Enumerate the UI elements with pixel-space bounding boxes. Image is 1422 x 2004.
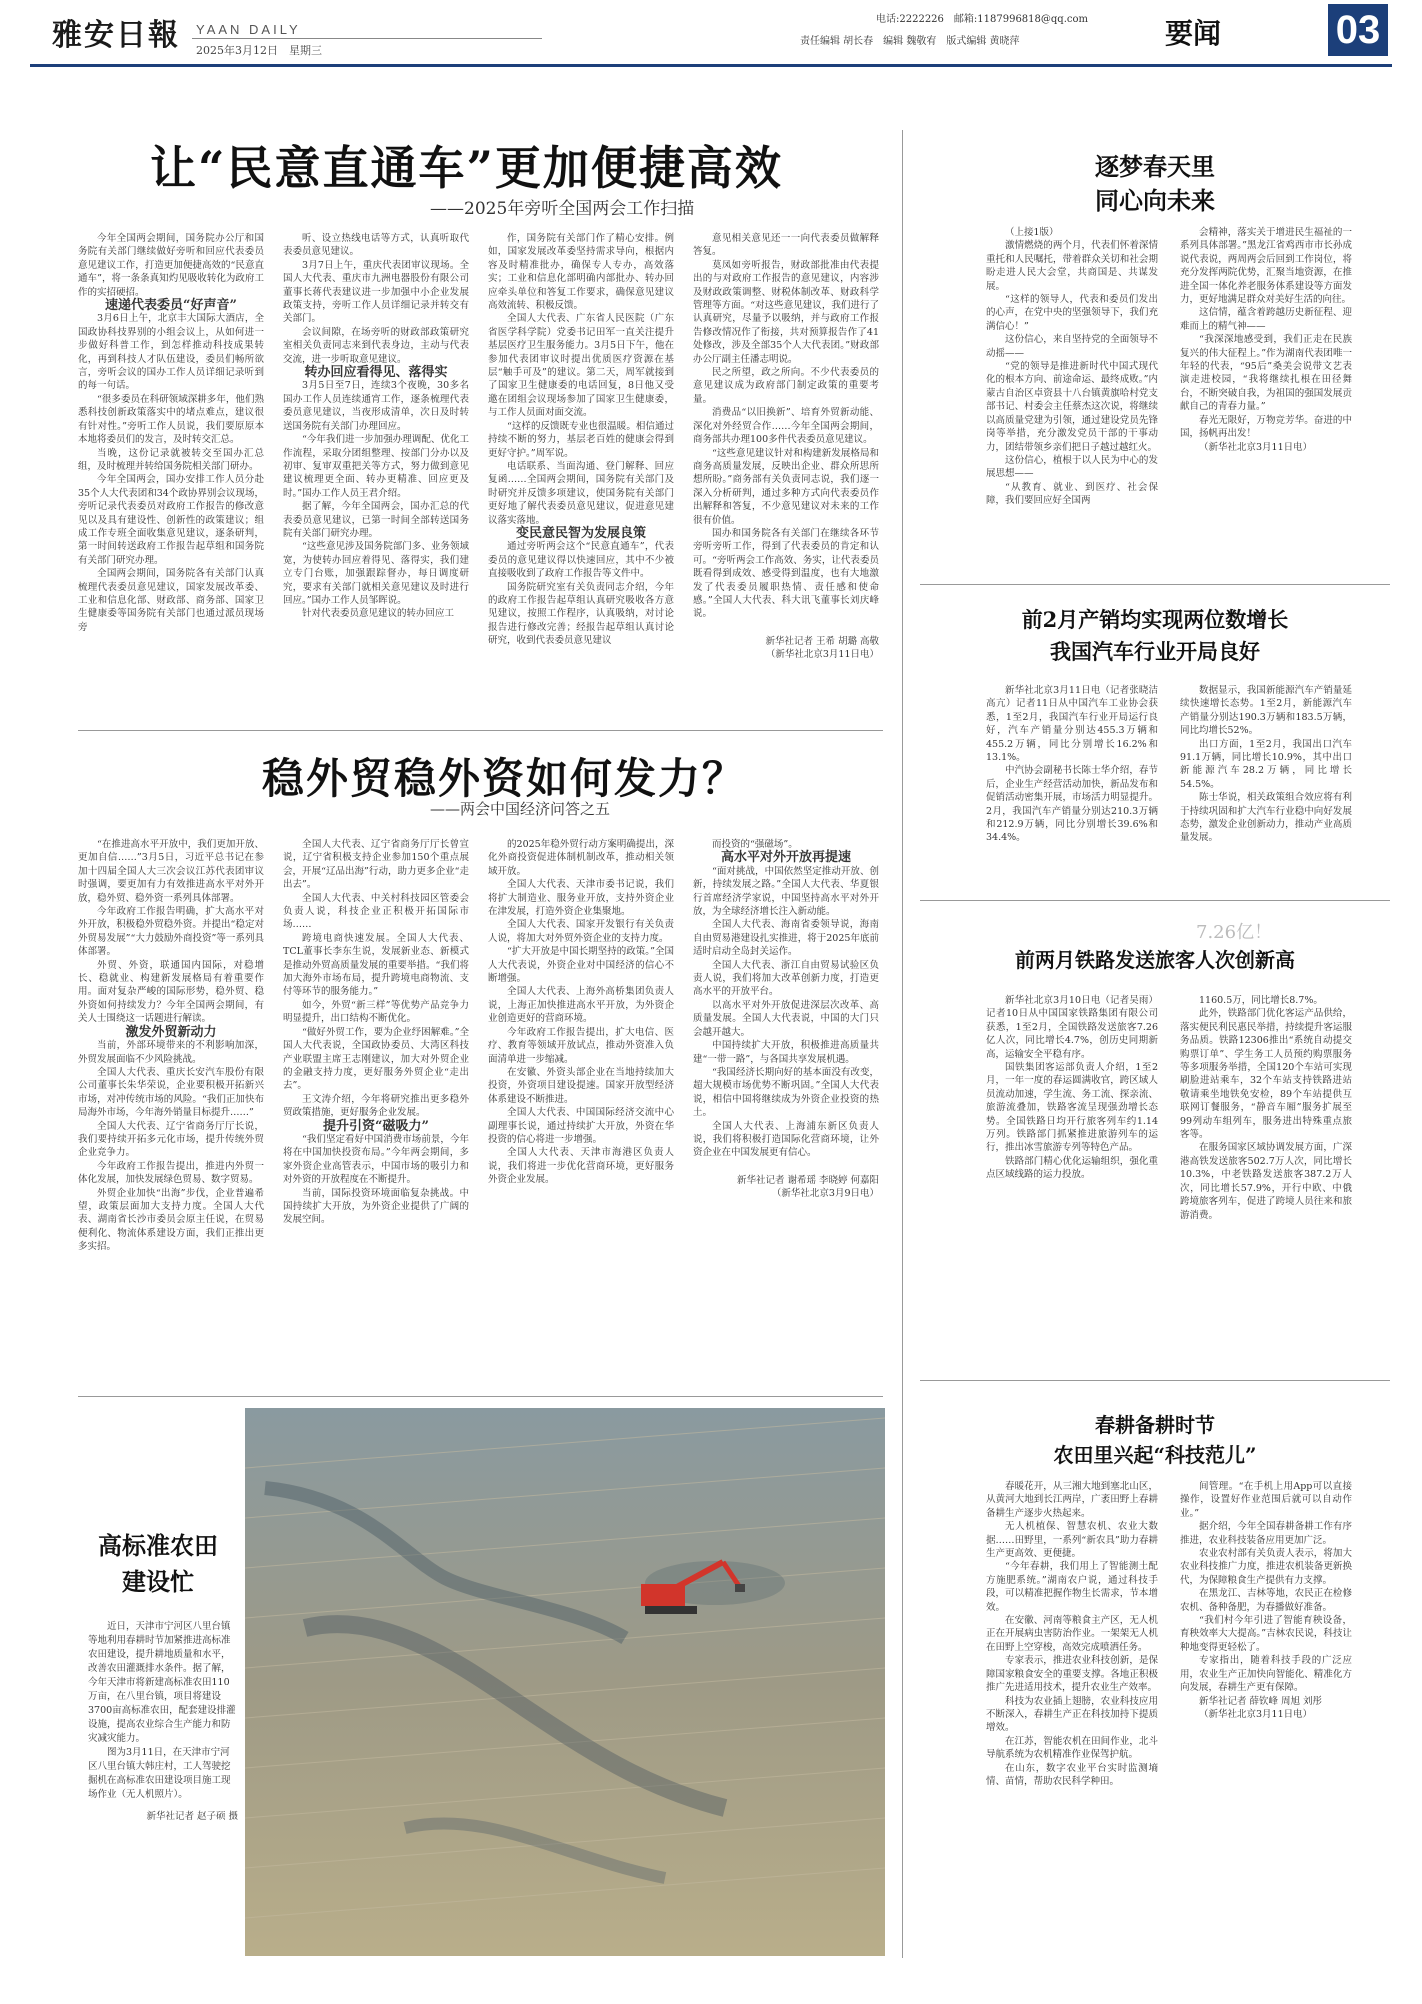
lead-column-3	[488, 232, 674, 726]
paragraph: 外贸、外资，联通国内国际，对稳增长、稳就业、构建新发展格局有着重要作用。面对复杂严峻的国际形势，稳外贸、稳外资如何持续发力？今年全国两会期间，有关人士围绕这一话题进行解读。	[78, 959, 264, 1025]
paragraph: 在江苏，智能农机在田间作业，北斗导航系统为农机精准作业保驾护航。	[986, 1735, 1158, 1761]
paragraph: 当晚，这份记录就被转交至国办汇总组，及时梳理并转给国务院相关部门研办。	[78, 447, 264, 472]
paragraph: 新华社北京3月11日电（记者张晓洁 高亢）记者11日从中国汽车工业协会获悉，1至2月，我国汽车行业开局运行良好，汽车产销量分别达455.3万辆和455.2万辆，同比分别增长16.2%和13.1%。	[986, 685, 1158, 764]
lead-subheadline: ——2025年旁听全国两会工作扫描	[430, 199, 695, 219]
section-subheading: 高水平对外开放再提速	[720, 850, 851, 866]
paragraph: 这份信心，植根于以人民为中心的发展思想——	[986, 454, 1158, 480]
farmland-photo	[245, 1408, 885, 1956]
paragraph: 作，国务院有关部门作了精心安排。例如，国家发展改革委坚持需求导向，根据内容及时精准批办，确保专人专办，高效落实；工业和信息化部明确内部批办、转办回应牵头单位和答复工作要求，确保意见建议高效流转、积极反馈。	[488, 233, 674, 312]
paragraph: 新华社北京3月10日电（记者吴雨）记者10日从中国国家铁路集团有限公司获悉，1至2月，全国铁路发送旅客7.26亿人次，同比增长4.7%，创历史同期新高，运输安全平稳有序。	[986, 995, 1158, 1060]
section-subheading: 速递代表委员“好声音”	[105, 298, 237, 314]
paragraph: 电话联系、当面沟通、登门解释、回应复函……全国两会期间，国务院有关部门及时研究并反馈多项建议，使国务院有关部门更好地了解代表委员意见建议，促进意见建议落实落地。	[488, 460, 674, 526]
paragraph: 陈士华说，相关政策组合效应将有利于持续巩固和扩大汽车行业稳中向好发展态势，激发企业创新动力，推动产业高质量发展。	[1180, 792, 1352, 844]
paragraph: 专家指出，随着科技手段的广泛应用，农业生产正加快向智能化、精准化方向发展，春耕生产更有保障。	[1180, 1655, 1352, 1694]
paragraph: 3月6日上午，北京丰大国际大酒店，全国政协科技界别的小组会议上，从如何进一步做好科普工作，到怎样推动科技成果转化，再到科技人才队伍建设，委员们畅所欲言，旁听会议的国办工作人员详细记录听到的每一句话。	[78, 313, 264, 392]
paragraph: 当前，国际投资环境面临复杂挑战。中国持续扩大开放，为外资企业提供了广阔的发展空间。	[283, 1187, 469, 1226]
photo-story-headline-line1: 高标准农田	[98, 1531, 218, 1560]
side4-headline	[920, 1410, 1390, 1470]
paragraph: 外贸企业加快“出海”步伐，企业普遍希望，政策层面加大支持力度。全国人大代表、湖南省长沙市委员会原主任说，在贸易便利化、物流体系建设方面，我们正推出更多实招。	[78, 1187, 264, 1253]
section-divider-2	[78, 1396, 883, 1397]
paragraph: 听、设立热线电话等方式，认真听取代表委员意见建议。	[283, 233, 469, 258]
side1-column-1	[986, 226, 1158, 586]
paragraph: “我们坚定看好中国消费市场前景，今年将在中国加快投资布局。”今年两会期间，多家外资企业高管表示，中国市场的吸引力和对外资的开放程度在不断提升。	[283, 1133, 469, 1186]
paragraph: 农业农村部有关负责人表示，将加大农业科技推广力度，推进农机装备更新换代，为保障粮食生产提供有力支撑。	[1180, 1548, 1352, 1586]
page-number: 03	[1328, 4, 1388, 56]
paragraph: 王文涛介绍，今年将研究推出更多稳外贸政策措施，更好服务企业发展。	[283, 1093, 469, 1119]
paragraph: “我们村今年引进了智能育秧设备，育秧效率大大提高。”吉林农民说，科技让种地变得更轻松了。	[1180, 1615, 1352, 1653]
paragraph: 全国人大代表、国家开发银行有关负责人说，将加大对外贸外资企业的支持力度。	[488, 919, 674, 944]
section-subheading: 转办回应看得见、落得实	[304, 365, 448, 381]
paragraph: “这样的领导人，代表和委员们发出的心声，在党中央的坚强领导下，我们充满信心！”	[986, 294, 1158, 332]
paragraph: 据了解，今年全国两会，国办汇总的代表委员意见建议，已第一时间全部转送国务院有关部门研究办理。	[283, 501, 469, 539]
paragraph: 铁路部门精心优化运输组织，强化重点区域线路的运力投放。	[986, 1155, 1158, 1181]
paragraph: 无人机植保、智慧农机、农业大数据……田野里，一系列“新农具”助力春耕生产更高效、更便捷。	[986, 1521, 1158, 1560]
paragraph: 全国两会期间，国务院各有关部门认真梳理代表委员意见建议，国家发展改革委、工业和信息化部、财政部、商务部、国家卫生健康委等国务院有关部门也通过派员现场旁	[78, 568, 264, 633]
side3-headline: 前两月铁路发送旅客人次创新高	[1015, 948, 1295, 972]
paragraph: “扩大开放是中国长期坚持的政策。”全国人大代表说，外资企业对中国经济的信心不断增强。	[488, 946, 674, 985]
aerial-farmland-image	[245, 1408, 885, 1956]
side1-headline-line2: 同心向未来	[1095, 186, 1215, 215]
paragraph: 当前，外部环境带来的不利影响加深，外贸发展面临不少风险挑战。	[78, 1040, 264, 1065]
paragraph: 全国人大代表、上海外高桥集团负责人说，上海正加快推进高水平开放，为外资企业创造更好的营商环境。	[488, 986, 674, 1025]
paragraph: “很多委员在科研领域深耕多年，他们熟悉科技创新政策落实中的堵点难点，建议很有针对性。”旁听工作人员说，我们要原原本本地将委员们的发言，及时转交汇总。	[78, 393, 264, 446]
issue-date: 2025年3月12日 星期三	[196, 44, 322, 57]
paragraph: 在山东，数字农业平台实时监测墒情、苗情，帮助农民科学种田。	[986, 1762, 1158, 1787]
section-divider	[78, 730, 883, 731]
paragraph: 全国人大代表、天津市海港区负责人说，我们将进一步优化营商环境，更好服务外资企业发展。	[488, 1147, 674, 1186]
photo-caption	[88, 1620, 238, 1824]
side-divider-1	[920, 584, 1390, 585]
second-column-4	[693, 838, 879, 1388]
paragraph: “面对挑战，中国依然坚定推动开放、创新，持续发展之路。”全国人大代表、华夏银行首席经济学家说，中国坚持高水平对外开放，为全球经济增长注入新动能。	[693, 865, 879, 918]
side-divider-2	[920, 900, 1390, 901]
lead-column-1	[78, 232, 264, 726]
paragraph: 这信情，蕴含着跨越历史新征程、迎难而上的精气神——	[1180, 307, 1352, 332]
paragraph: “这些意见涉及国务院部门多、业务领域宽，为使转办回应着得见、落得实，我们建立专门台账，加强跟踪督办，每日调度研究，要求有关部门就相关意见建议及时进行回应。”国办工作人员邹晖说。	[283, 541, 469, 606]
contact-info: 电话:2222226 邮箱:1187996818@qq.com	[876, 14, 1088, 25]
paragraph: 3月7日上午，重庆代表团审议现场。全国人大代表、重庆市九洲电器股份有限公司董事长蒋代表建议进一步加强中小企业发展政策支持，旁听工作人员详细记录并转交有关部门。	[283, 259, 469, 325]
paragraph: 今年全国两会期间，国务院办公厅和国务院有关部门继续做好旁听和回应代表委员意见建议工作，打造更加便捷高效的“民意直通车”，将一条条真知灼见吸收转化为政府工作的实招硬招。	[78, 233, 264, 298]
paragraph: 意见相关意见还一一向代表委员做解释答复。	[693, 233, 879, 258]
paragraph: 间管理。“在手机上用App可以直接操作，设置好作业范围后就可以自动作业。”	[1180, 1481, 1352, 1519]
paragraph: 激情燃烧的两个月，代表们怀着深情重托和人民嘱托，带着群众关切和社会期盼走进人民大会堂，共商国是、共谋发展。	[986, 240, 1158, 292]
second-byline: 新华社记者 谢希瑶 李晓婷 何嘉阳	[736, 1174, 879, 1186]
side3-column-1	[986, 994, 1158, 1372]
second-subheadline: ——两会中国经济问答之五	[430, 800, 611, 818]
paragraph: 全国人大代表、海南省委领导说，海南自由贸易港建设扎实推进，将于2025年底前适时启动全岛封关运作。	[693, 919, 879, 958]
paragraph: 会议间隙，在场旁听的财政部政策研究室相关负责同志来到代表身边，主动与代表交流，进一步听取意见建议。	[283, 326, 469, 365]
paragraph: 今年政府工作报告提出，扩大电信、医疗、教育等领域开放试点，推动外资准入负面清单进一步缩减。	[488, 1026, 674, 1065]
paragraph: 全国人大代表、上海浦东新区负责人说，我们将积极打造国际化营商环境，让外资企业在中国发展更有信心。	[693, 1120, 879, 1159]
paragraph: （新华社北京3月11日电）	[1199, 441, 1313, 453]
paragraph: 全国人大代表、广东省人民医院（广东省医学科学院）党委书记田军一直关注提升基层医疗卫生服务能力。3月5日下午，他在参加代表团审议时提出优质医疗资源在基层“触手可及”的建议。第二天，周军就接到了国家卫生健康委的电话回复，8日他又受邀在团组会议现场参加了国家卫生健康委，与工作人员面对面交流。	[488, 313, 674, 419]
paragraph: 莫凤如旁听报告，财政部批准由代表提出的与对政府工作报告的意见建议，内容涉及财政政策调整、财税体制改革、财政科学管理等方面。“对这些意见建议，我们进行了认真研究，尽量予以吸纳，并与政府工作报告修改情况作了衔接，共对预算报告作了41处修改，涉及全部35个人大代表团。”财政部办公厅副主任潘志明说。	[693, 259, 879, 365]
section-subheading: 变民意民智为发展良策	[515, 525, 646, 541]
paragraph: “今年春耕，我们用上了智能测土配方施肥系统。”湖南农户说，通过科技手段，可以精准把握作物生长需求，节本增效。	[986, 1561, 1158, 1613]
photo-credit: 新华社记者 赵子硕 摄	[146, 1811, 238, 1822]
lead-headline: 让“民意直通车”更加便捷高效	[150, 141, 783, 195]
section-subheading: 激发外贸新动力	[125, 1024, 217, 1040]
photo-caption-text: 近日，天津市宁河区八里台镇等地利用春耕时节加紧推进高标准农田建设，提升耕地质量和水平，改善农田灌溉排水条件。据了解，今年天津市将新建高标准农田110万亩，在八里台镇，项目将建设3700亩高标准农田，配套建设排灌设施，提高农业综合生产能力和防灾减灾能力。	[88, 1621, 236, 1744]
side1-headline-line1: 逐梦春天里	[1095, 152, 1215, 181]
paragraph: 今年全国两会，国办安排工作人员分赴35个人大代表团和34个政协界别会议现场，旁听记录代表委员对政府工作报告的修改意见以及具有建设性、创新性的政策建议；组成工作专班全面收集意见建议，逐条研判，第一时间转送政府工作报告起草组和国务院有关部门研究办理。	[78, 474, 264, 566]
paragraph: 春暖花开，从三湘大地到塞北山区，从黄河大地到长江两岸，广袤田野上春耕备耕生产逐步火热起来。	[986, 1481, 1158, 1519]
section-title: 要闻	[1165, 17, 1222, 50]
paragraph: “在推进高水平开放中，我们更加开放、更加自信……”3月5日，习近平总书记在参加十四届全国人大三次会议江苏代表团审议时强调，要更加有力有效推进高水平对外开放，稳外贸、稳外资一系列具体部署。	[78, 839, 264, 904]
paragraph: 而投资的“强磁场”。	[712, 839, 798, 850]
paragraph: 会精神，落实关于增进民生福祉的一系列具体部署。”黑龙江省鸡西市市长孙成说代表说，两周两会后回到工作岗位，将充分发挥两院优势，汇聚当地资源，在推进全国一体化养老服务体系建设等方面发力，更好地满足群众对美好生活的向往。	[1180, 227, 1352, 306]
paragraph: 针对代表委员意见建议的转办回应工	[302, 608, 455, 620]
paragraph: 在安徽、外资头部企业在当地持续加大投资，外资项目建设提速。国家开放型经济体系建设不断推进。	[488, 1066, 674, 1105]
side4-column-1	[986, 1480, 1158, 1950]
paragraph: 春光无限好，万物竞芳华。奋进的中国，扬帆再出发！	[1180, 414, 1352, 440]
masthead-divider	[192, 38, 542, 39]
side4-headline-line2: 农田里兴起“科技范儿”	[1053, 1443, 1257, 1467]
paragraph: “我深深地感受到，我们正走在民族复兴的伟大征程上。”作为湖南代表团唯一年轻的代表，“95后”桑美会说带文艺表演走进校园，“我将继续扎根在田径舞台，不断突破自我，为祖国的强国发展贡献自己的青春力量。”	[1180, 334, 1352, 413]
paragraph: “这样的反馈既专业也很温暖。相信通过持续不断的努力，基层老百姓的健康会得到更好守护。”周军说。	[488, 420, 674, 459]
photo-story-headline-line2: 建设忙	[122, 1567, 194, 1596]
paragraph: 全国人大代表、辽宁省商务厅厅长说，我们要持续开拓多元化市场，提升传统外贸企业竞争力。	[78, 1120, 264, 1159]
paragraph: 全国人大代表、辽宁省商务厅厅长曾宣说，辽宁省积极支持企业参加150个重点展会，开展“辽品出海”行动，助力更多企业“走出去”。	[283, 839, 469, 891]
paragraph: “今年我们进一步加强办理调配、优化工作流程，采取分团组整理、按部门分办以及初审、复审双重把关等方式，努力做到意见建议梳理更全面、转办更精准、回应更及时。”国办工作人员王君介绍。	[283, 434, 469, 499]
newspaper-logo: 雅安日報	[52, 18, 180, 53]
paragraph: “我国经济长期向好的基本面没有改变，超大规模市场优势不断巩固。”全国人大代表说，相信中国将继续成为外资企业投资的热土。	[693, 1066, 879, 1119]
side2-headline-line2: 我国汽车行业开局良好	[1050, 639, 1260, 664]
paragraph: 消费品“以旧换新”、培育外贸新动能、深化对外经贸合作……今年全国两会期间，商务部共办理100多件代表委员意见建议。	[693, 407, 879, 446]
editor-credits: 责任编辑 胡长春 编辑 魏敬宥 版式编辑 黄晓萍	[800, 36, 1020, 47]
paragraph: “做好外贸工作，要为企业纾困解难。”全国人大代表说，全国政协委员、大湾区科技产业联盟主席王志刚建议，加大对外贸企业的金融支持力度，更好服务外贸企业“走出去”。	[283, 1026, 469, 1092]
paragraph: 今年政府工作报告明确，扩大高水平对外开放，积极稳外贸稳外资。并提出“稳定对外贸易发展”“大力鼓励外商投资”等一系列具体部署。	[78, 906, 264, 958]
paragraph: 新华社记者 薛钦峰 周旭 刘彤	[1199, 1695, 1323, 1707]
paragraph: 出口方面，1至2月，我国出口汽车91.1万辆，同比增长10.9%，其中出口新能源汽车28.2万辆，同比增长54.5%。	[1180, 738, 1352, 790]
paragraph: 全国人大代表、重庆长安汽车股份有限公司董事长朱华荣说，企业要积极开拓新兴市场，对冲传统市场的风险。“我们正加快布局海外市场，今年海外销量目标提升……”	[78, 1066, 264, 1119]
side2-headline	[920, 604, 1390, 668]
paragraph: 国务院研究室有关负责同志介绍，今年的政府工作报告起草组认真研究吸收各方意见建议，按照工作程序，认真吸纳，对讨论报告进行修改完善；经报告起草组认真讨论研究，收到代表委员意见建议	[488, 581, 674, 647]
side-divider-3	[920, 1380, 1390, 1381]
paragraph: 全国人大代表、中关村科技园区管委会负责人说，科技企业正积极开拓国际市场……	[283, 892, 469, 931]
paragraph: 今年政府工作报告提出，推进内外贸一体化发展，加快发展绿色贸易、数字贸易。	[78, 1160, 264, 1186]
paragraph: 国铁集团客运部负责人介绍，1至2月，一年一度的春运圆满收官，跨区域人员流动加速，学生流、务工流、探亲流、旅游流叠加，铁路客流呈现强劲增长态势。全国铁路日均开行旅客列车约1.14万列。铁路部门抓紧推进旅游列车的运行，推出冰雪旅游专列等特色产品。	[986, 1062, 1158, 1154]
paragraph: 全国人大代表、浙江自由贸易试验区负责人说，我们将加大改革创新力度，打造更高水平的开放平台。	[693, 959, 879, 998]
paragraph: 以高水平对外开放促进深层次改革、高质量发展。全国人大代表说，中国的大门只会越开越大。	[693, 999, 879, 1038]
paragraph: 科技为农业插上翅膀，农业科技应用不断深入，春耕生产正在科技加持下提质增效。	[986, 1695, 1158, 1734]
side3-watermark: 7.26亿！	[1196, 922, 1273, 943]
paragraph: 通过旁听两会这个“民意直通车”，代表委员的意见建议得以快速回应，其中不少被直接吸收到了政府工作报告等文件中。	[488, 541, 674, 580]
paragraph: 民之所望，政之所向。不少代表委员的意见建议成为政府部门制定政策的重要考量。	[693, 367, 879, 405]
paragraph: “党的领导是推进新时代中国式现代化的根本方向、前途命运、最终成败。”内蒙古自治区卓资县十八台镇黄旗哈村党支部书记、村委会主任蔡杰这次说，将继续以高质量党建为引领，通过建设党员先锋岗等举措，充分激发党员干部的干事动力，团结带领乡亲们把日子越过越红火。	[986, 361, 1158, 453]
side1-headline	[920, 150, 1390, 218]
lead-column-2	[283, 232, 469, 726]
side3-column-2	[1180, 994, 1352, 1372]
paragraph: 这份信心，来自坚持党的全面领导不动摇——	[986, 334, 1158, 359]
paragraph: 专家表示，推进农业科技创新，是保障国家粮食安全的重要支撑。各地正积极推广先进适用技术，提升农业生产效率。	[986, 1655, 1158, 1694]
paragraph: 全国人大代表、天津市委书记说，我们将扩大制造业、服务业开放，支持外资企业在津发展，打造外资企业集聚地。	[488, 879, 674, 918]
column-divider	[902, 130, 903, 1958]
side2-headline-line1: 前2月产销均实现两位数增长	[1021, 607, 1289, 632]
lead-dateline: （新华社北京3月11日电）	[765, 649, 879, 661]
lead-byline: 新华社记者 王希 胡璐 高敬	[765, 635, 879, 647]
paragraph: 数据显示，我国新能源汽车产销量延续快速增长态势。1至2月，新能源汽车产销量分别达190.3万辆和183.5万辆，同比均增长52%。	[1180, 685, 1352, 737]
paragraph: 中汽协会副秘书长陈士华介绍，春节后，企业生产经营活动加快，新品发布和促销活动密集开展，市场活力明显提升。2月，我国汽车产销量分别达210.3万辆和212.9万辆，同比分别增长39.6%和34.4%。	[986, 765, 1158, 844]
side1-column-2	[1180, 226, 1352, 586]
paragraph: 的2025年稳外贸行动方案明确提出，深化外商投资促进体制机制改革，推动相关领域开放。	[488, 839, 674, 877]
lead-column-4	[693, 232, 879, 726]
side2-column-1	[986, 684, 1158, 892]
paragraph: 3月5日至7日，连续3个夜晚，30多名国办工作人员连续通宵工作，逐条梳理代表委员意见建议，当夜形成清单，次日及时转送国务院有关部门办理回应。	[283, 380, 469, 432]
paragraph: 如今，外贸“新三样”等优势产品竞争力明显提升，出口结构不断优化。	[283, 999, 469, 1025]
photo-caption-detail: 图为3月11日，在天津市宁河区八里台镇大韩庄村，工人驾驶挖掘机在高标准农田建设项目施工现场作业（无人机照片）。	[88, 1747, 231, 1800]
second-column-1	[78, 838, 264, 1388]
paragraph: 国办和国务院各有关部门在继续各环节旁听旁听工作，得到了代表委员的肯定和认可。“旁听两会工作高效、务实，让代表委员既看得到成效、感受得到温度，也有大地激发了代表委员履职热情、责任感和使命感。”全国人大代表、科大讯飞董事长刘庆峰说。	[693, 527, 879, 620]
paragraph: “从教育、就业、到医疗、社会保障，我们要回应好全国两	[986, 481, 1158, 507]
photo-story-headline	[78, 1528, 238, 1600]
paragraph: 在黑龙江、吉林等地，农民正在检修农机、备种备肥，为春播做好准备。	[1180, 1588, 1352, 1613]
paragraph: 1160.5万，同比增长8.7%。	[1199, 995, 1323, 1006]
second-headline: 稳外贸稳外资如何发力？	[262, 754, 747, 803]
paragraph: 跨境电商快速发展。全国人大代表、TCL董事长李东生说，发展新业态、新模式是推动外贸高质量发展的重要举措。“我们将加大海外市场布局，提升跨境电商物流、支付等环节的服务能力。”	[283, 932, 469, 998]
paragraph: （上接1版）	[1005, 227, 1059, 238]
paragraph: 全国人大代表、中国国际经济交流中心副理事长说，通过持续扩大开放，外资在华投资的信心将进一步增强。	[488, 1107, 674, 1145]
paragraph: 在安徽、河南等粮食主产区，无人机正在开展病虫害防治作业。一架架无人机在田野上空穿梭，高效完成喷洒任务。	[986, 1615, 1158, 1653]
second-column-3	[488, 838, 674, 1388]
paragraph: 中国持续扩大开放，积极推进高质量共建“一带一路”，与各国共享发展机遇。	[693, 1040, 879, 1065]
second-column-2	[283, 838, 469, 1388]
side4-headline-line1: 春耕备耕时节	[1095, 1413, 1215, 1437]
masthead-rule	[30, 64, 1392, 67]
paragraph: 在服务国家区域协调发展方面，广深港高铁发送旅客502.7万人次，同比增长10.3%，中老铁路发送旅客387.2万人次，同比增长57.9%，开行中欧、中俄跨境旅客列车，促进了跨境人员往来和旅游消费。	[1180, 1142, 1352, 1221]
side2-column-2	[1180, 684, 1352, 892]
section-subheading: 提升引资“磁吸力”	[323, 1118, 429, 1134]
newspaper-english-name: YAAN DAILY	[196, 22, 301, 37]
second-dateline: （新华社北京3月9日电）	[771, 1188, 879, 1200]
side4-column-2	[1180, 1480, 1352, 1950]
paragraph: 据介绍，今年全国春耕备耕工作有序推进，农业科技装备应用更加广泛。	[1180, 1521, 1352, 1546]
paragraph: “这些意见建议针对和构建新发展格局和商务高质量发展，反映出企业、群众所思所想所盼。”商务部有关负责同志说，我们逐一深入分析研判，通过多种方式向代表委员作出解释和答复，不少意见建议对未来的工作很有价值。	[693, 447, 879, 526]
paragraph: （新华社北京3月11日电）	[1199, 1708, 1313, 1720]
paragraph: 此外，铁路部门优化客运产品供给，落实便民利民惠民举措，持续提升客运服务品质。铁路12306推出“系统自动提交购票订单”、学生务工人员预约购票服务等多项服务举措，全国120个车站可实现刷脸进站乘车，32个车站支持铁路进站敬请乘坐地铁免安检，89个车站提供互联网订餐服务，“静音车厢”服务扩展至99列动车组列车，服务进出特殊重点旅客等。	[1180, 1008, 1352, 1141]
